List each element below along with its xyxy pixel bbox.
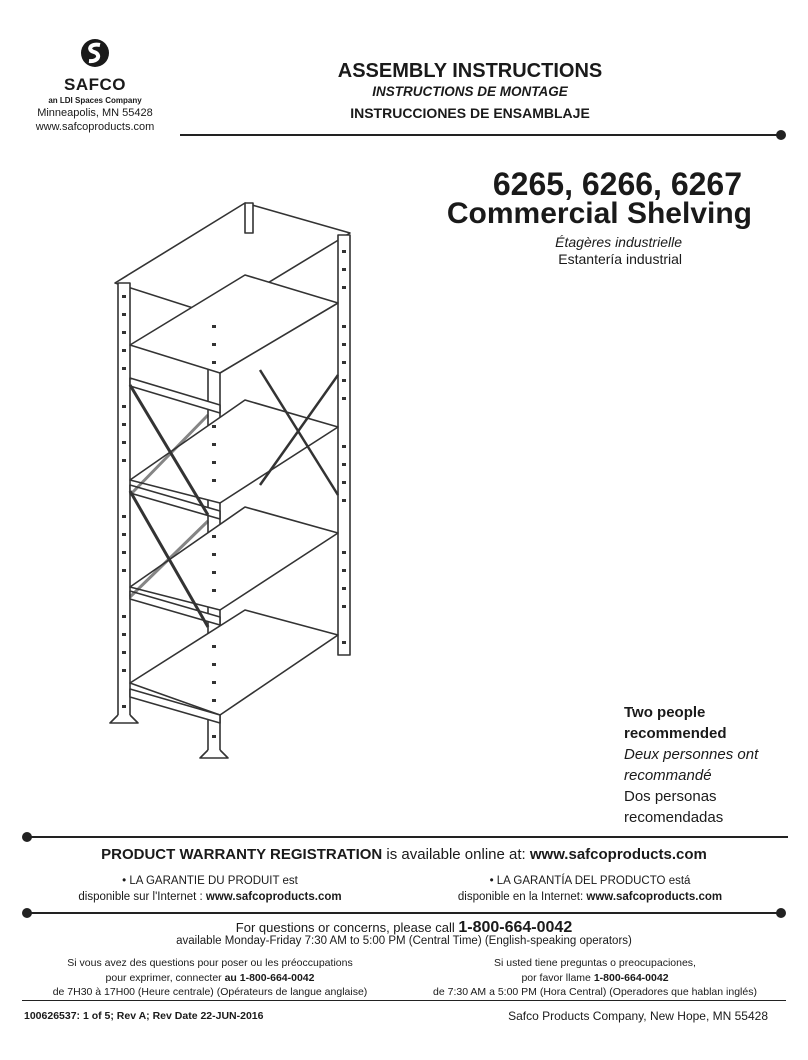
product-name-es: Estantería industrial	[558, 251, 682, 267]
warranty-url[interactable]: www.safcoproducts.com	[529, 846, 707, 863]
contact-es-l3: de 7:30 AM a 5:00 PM (Hora Central) (Operadores que hablan inglés)	[433, 986, 757, 998]
contact-es-l1: Si usted tiene preguntas o preocupaciones,	[494, 957, 696, 969]
assembly-title: ASSEMBLY INSTRUCTIONS	[337, 60, 603, 82]
warranty-es	[420, 873, 760, 905]
brand-name: SAFCO	[64, 75, 126, 94]
warranty-fr	[40, 873, 380, 905]
company-address: Minneapolis, MN 55428	[37, 107, 153, 119]
warranty-es-line1: • LA GARANTÍA DEL PRODUCTO está	[489, 875, 691, 887]
contact-fr-l2b: au 1-800-664-0042	[224, 971, 315, 984]
contact-phone: 1-800-664-0042	[458, 919, 573, 936]
contact-fr-l2a: pour exprimer, connecter	[105, 971, 225, 984]
contact-fr	[30, 956, 390, 1000]
contact-rule-dot-right	[776, 908, 786, 918]
two-people-note	[624, 702, 784, 828]
model-numbers: 6265, 6266, 6267	[492, 166, 742, 202]
note-es: Dos personas recomendadas	[624, 788, 724, 826]
shelving-illustration	[100, 195, 370, 765]
warranty-middle: is available online at:	[382, 846, 530, 863]
header-rule	[180, 134, 780, 136]
contact-fr-l3: de 7H30 à 17H00 (Heure centrale) (Opérateurs de langue anglaise)	[52, 986, 368, 998]
contact-rule	[28, 912, 780, 914]
warranty-lead: PRODUCT WARRANTY REGISTRATION	[101, 846, 383, 863]
note-en: Two people recommended	[624, 704, 727, 742]
warranty-line	[0, 846, 808, 863]
warranty-es-url[interactable]: www.safcoproducts.com	[586, 891, 723, 903]
contact-availability: available Monday-Friday 7:30 AM to 5:00 PM (Central Time) (English-speaking operators)	[176, 935, 632, 947]
assembly-title-fr: INSTRUCTIONS DE MONTAGE	[372, 84, 568, 99]
safco-logo	[30, 38, 160, 133]
contact-es-l2b: 1-800-664-0042	[593, 971, 669, 984]
footer-rule	[22, 1000, 786, 1001]
contact-es	[410, 956, 780, 1000]
contact-lead: For questions or concerns, please call	[235, 920, 459, 935]
company-footer: Safco Products Company, New Hope, MN 55428	[508, 1009, 768, 1023]
header-rule-dot	[776, 130, 786, 140]
warranty-fr-url[interactable]: www.safcoproducts.com	[205, 891, 342, 903]
warranty-rule	[28, 836, 788, 838]
contact-fr-l1: Si vous avez des questions pour poser ou les préoccupations	[67, 957, 353, 969]
warranty-es-line2: disponible en la Internet:	[457, 891, 587, 903]
product-name-fr: Étagères industrielle	[555, 234, 682, 250]
warranty-fr-line1: • LA GARANTIE DU PRODUIT est	[122, 875, 298, 887]
brand-tagline: an LDI Spaces Company	[48, 96, 142, 105]
safco-swoosh-icon	[80, 38, 110, 68]
contact-es-l2a: por favor llame	[521, 971, 594, 984]
company-website[interactable]: www.safcoproducts.com	[35, 121, 155, 133]
warranty-fr-line2: disponible sur l'Internet :	[78, 891, 206, 903]
note-fr: Deux personnes ont recommandé	[624, 746, 759, 784]
assembly-title-es: INSTRUCCIONES DE ENSAMBLAJE	[350, 105, 590, 121]
document-revision: 100626537: 1 of 5; Rev A; Rev Date 22-JUN-2016	[24, 1010, 264, 1022]
product-name: Commercial Shelving	[446, 197, 752, 230]
